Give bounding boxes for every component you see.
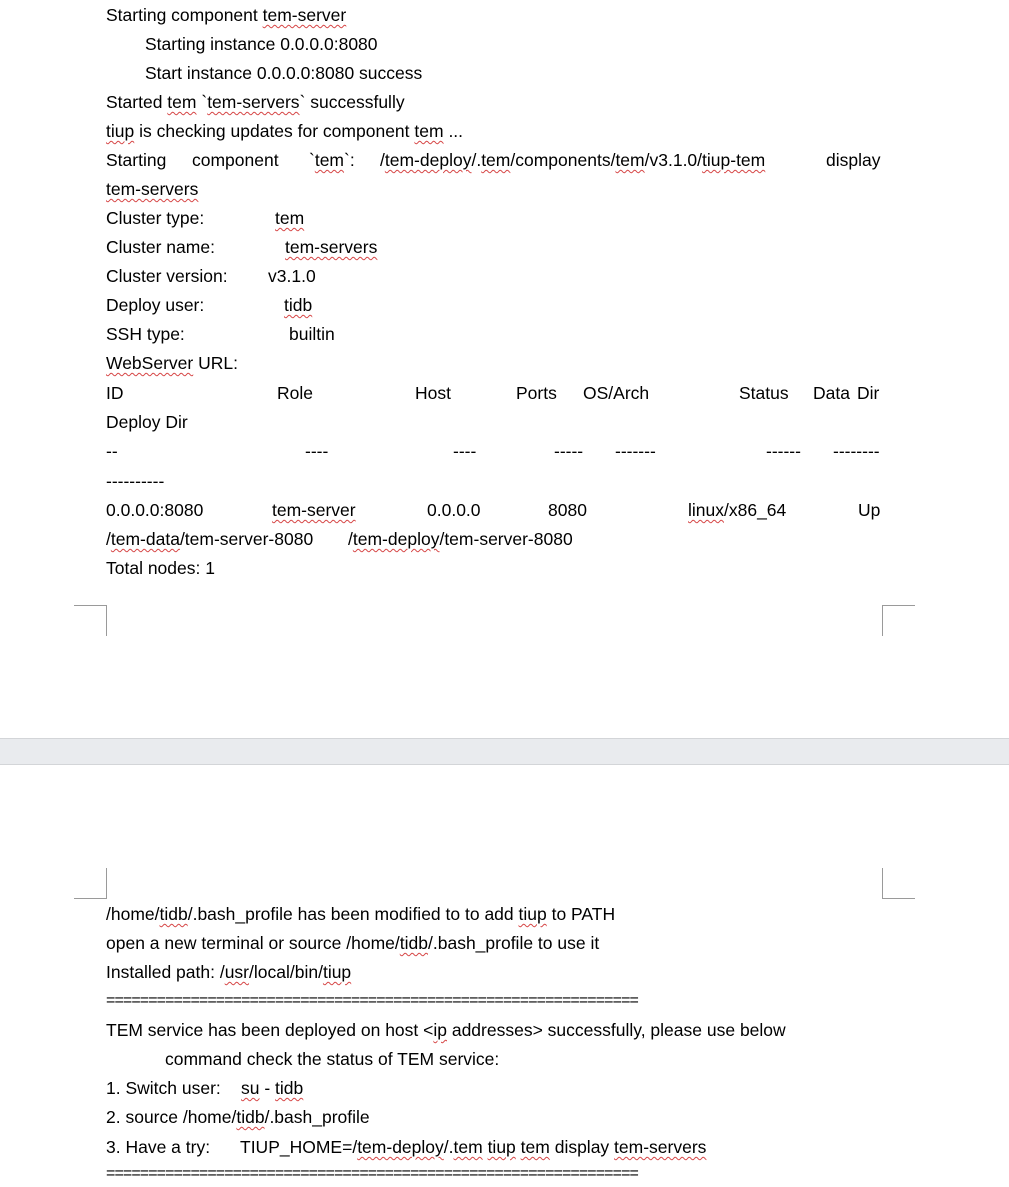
cluster-version-value: v3.1.0 <box>268 266 316 286</box>
cell-host: 0.0.0.0 <box>427 500 481 520</box>
word: tem <box>167 92 197 112</box>
ssh-type-label: SSH type: <box>106 324 185 344</box>
text: display <box>549 1137 615 1157</box>
open-terminal-line <box>106 932 599 954</box>
word: tiup <box>518 904 547 924</box>
word: ip <box>433 1020 447 1040</box>
step-3-command <box>240 1136 706 1158</box>
column-header: Data <box>813 383 850 403</box>
text: /v3.1.0/ <box>644 150 703 170</box>
deploy-user-label: Deploy user: <box>106 295 205 315</box>
word: tem <box>314 150 345 170</box>
ssh-type-value: builtin <box>289 324 335 344</box>
word: tem <box>481 150 511 170</box>
text: ` <box>196 92 208 112</box>
bash-profile-line <box>106 903 615 925</box>
cluster-type-label: Cluster type: <box>106 208 205 228</box>
word: tiup <box>487 1137 516 1157</box>
word: tem-servers <box>106 179 199 199</box>
text: `: <box>344 150 355 170</box>
cluster-version-label: Cluster version: <box>106 266 228 286</box>
step-1-label: 1. Switch user: <box>106 1078 221 1098</box>
word: tiup-tem <box>702 150 766 170</box>
cell-deploy-dir <box>348 528 573 550</box>
text: URL: <box>193 353 238 373</box>
text: /tem-server-8080 <box>439 529 573 549</box>
word: tem <box>414 121 444 141</box>
text: Started <box>106 92 168 112</box>
text: ` successfully <box>299 92 405 112</box>
column-header: ID <box>106 383 124 403</box>
word: display <box>826 150 881 170</box>
cell-id: 0.0.0.0:8080 <box>106 500 204 520</box>
word: tidb <box>275 1078 304 1098</box>
text: /components/ <box>510 150 616 170</box>
text: open a new terminal or source /home/ <box>106 933 400 953</box>
word: tem-deploy <box>357 1137 444 1157</box>
margin-corner-mark <box>74 605 107 636</box>
word: WebServer <box>106 353 194 373</box>
word: tiup <box>106 121 135 141</box>
word: component <box>192 150 279 170</box>
column-header: Ports <box>516 383 557 403</box>
word: Starting <box>106 150 167 170</box>
checking-updates-line <box>106 120 463 142</box>
text: to PATH <box>546 904 616 924</box>
deploy-user-value: tidb <box>284 295 313 315</box>
word: tidb <box>159 904 188 924</box>
cell-data-dir <box>106 528 313 550</box>
separator-dashes: ---- <box>453 441 477 461</box>
word: tem <box>520 1137 550 1157</box>
text: /.bash_profile <box>264 1107 370 1127</box>
text: is checking updates for component <box>134 121 415 141</box>
word: tidb <box>236 1107 265 1127</box>
text: - <box>259 1078 276 1098</box>
text: /home/ <box>106 904 160 924</box>
column-header: Status <box>739 383 789 403</box>
step-1-command <box>241 1077 303 1099</box>
step-3-label: 3. Have a try: <box>106 1137 211 1157</box>
started-line <box>106 91 405 113</box>
word: tem-servers <box>207 92 300 112</box>
word: tem-servers <box>614 1137 707 1157</box>
path <box>380 149 765 171</box>
text: /tem-server-8080 <box>179 529 314 549</box>
text: TEM service has been deployed on host < <box>106 1020 434 1040</box>
starting-instance-line: Starting instance 0.0.0.0:8080 <box>145 34 378 54</box>
step-2-line <box>106 1106 370 1128</box>
word: tem-data <box>110 529 180 549</box>
word: tem-deploy <box>384 150 472 170</box>
cell-status: Up <box>858 500 881 520</box>
cluster-name-label: Cluster name: <box>106 237 215 257</box>
column-header: Role <box>277 383 313 403</box>
word: tem <box>615 150 645 170</box>
cluster-name-value: tem-servers <box>285 237 378 257</box>
cluster-type-value: tem <box>275 208 305 228</box>
word: linux <box>688 500 724 520</box>
text: /. <box>471 150 482 170</box>
column-header: Host <box>415 383 451 403</box>
separator-dashes: ---------- <box>106 471 165 491</box>
text: TIUP_HOME=/ <box>240 1137 358 1157</box>
column-header: Dir <box>857 383 880 403</box>
column-header: Deploy Dir <box>106 412 188 432</box>
word: usr <box>224 962 250 982</box>
text: Starting component <box>106 5 263 25</box>
deployed-continuation-line: command check the status of TEM service: <box>165 1049 500 1069</box>
cell-ports: 8080 <box>548 500 587 520</box>
text: Installed path: / <box>106 962 225 982</box>
start-component-line <box>106 4 346 26</box>
deployed-line <box>106 1019 786 1041</box>
text: /x86_64 <box>724 500 787 520</box>
separator-dashes: ----- <box>554 441 584 461</box>
margin-corner-mark <box>882 868 915 899</box>
margin-corner-mark <box>882 605 915 636</box>
installed-path-line <box>106 961 351 983</box>
text: / <box>348 529 353 549</box>
text: ` <box>309 150 315 170</box>
separator-dashes: -- <box>106 441 118 461</box>
separator-line: =============================================================== <box>106 1165 638 1182</box>
word <box>309 149 355 171</box>
component-name: tem-server <box>262 5 347 25</box>
total-nodes: Total nodes: 1 <box>106 558 215 578</box>
word: su <box>241 1078 260 1098</box>
word: tem <box>453 1137 483 1157</box>
column-header: OS/Arch <box>583 383 650 403</box>
text: 2. source /home/ <box>106 1107 237 1127</box>
cell-role: tem-server <box>272 500 356 520</box>
word: tem-deploy <box>352 529 440 549</box>
separator-dashes: ------- <box>615 441 656 461</box>
text: /.bash_profile has been modified to to add <box>187 904 519 924</box>
text: / <box>380 150 385 170</box>
text: / <box>106 529 111 549</box>
webserver-url-label <box>106 352 238 374</box>
separator-line: =============================================================== <box>106 992 638 1009</box>
separator-dashes: ------ <box>766 441 801 461</box>
cell-os-arch <box>688 499 786 521</box>
text: addresses> successfully, please use below <box>446 1020 786 1040</box>
text: ... <box>443 121 464 141</box>
separator-dashes: ---- <box>305 441 329 461</box>
text: /local/bin/ <box>249 962 323 982</box>
text: /. <box>443 1137 454 1157</box>
word: tiup <box>322 962 352 982</box>
text: /.bash_profile to use it <box>428 933 600 953</box>
start-instance-success-line: Start instance 0.0.0.0:8080 success <box>145 63 423 83</box>
page-break-gap <box>0 738 1009 765</box>
word: tidb <box>399 933 428 953</box>
margin-corner-mark <box>74 868 107 899</box>
separator-dashes: -------- <box>833 441 880 461</box>
